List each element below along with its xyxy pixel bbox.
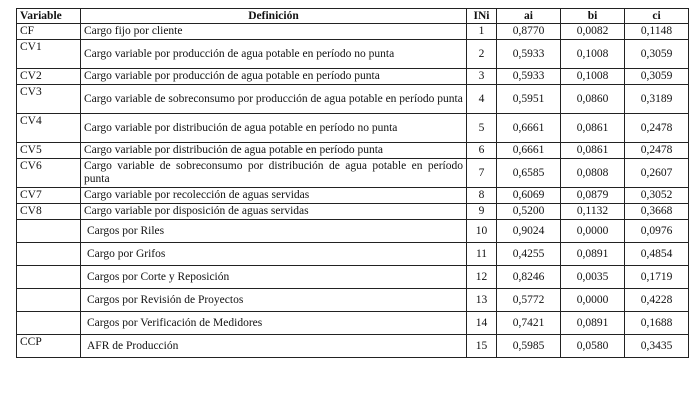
header-bi: bi	[561, 9, 625, 24]
table-row	[17, 266, 689, 289]
header-ini: INi	[467, 9, 497, 24]
cell-ai: 0,8246	[497, 266, 561, 289]
table-row	[17, 69, 689, 85]
cell-ini: 12	[467, 266, 497, 289]
cell-variable	[17, 312, 81, 335]
cell-bi: 0,0580	[561, 335, 625, 358]
cell-ini: 14	[467, 312, 497, 335]
cell-ini: 4	[467, 85, 497, 114]
header-definicion: Definición	[81, 9, 467, 24]
cell-definicion: Cargo variable por producción de agua potable en período punta	[81, 69, 467, 85]
cell-variable: CV2	[17, 69, 81, 85]
cell-ci: 0,2478	[625, 143, 689, 159]
cell-ini: 9	[467, 204, 497, 220]
cell-ini: 7	[467, 159, 497, 188]
cell-ai: 0,6585	[497, 159, 561, 188]
cell-variable	[17, 266, 81, 289]
table-row	[17, 204, 689, 220]
cell-variable: CV3	[17, 85, 81, 114]
cell-bi: 0,0879	[561, 188, 625, 204]
cell-ci: 0,1148	[625, 24, 689, 40]
cell-definicion: Cargo variable por distribución de agua potable en período punta	[81, 143, 467, 159]
cell-ai: 0,6661	[497, 114, 561, 143]
table-row	[17, 335, 689, 358]
cell-ini: 15	[467, 335, 497, 358]
cell-definicion: Cargo variable por disposición de aguas servidas	[81, 204, 467, 220]
cell-ini: 10	[467, 220, 497, 243]
header-ai: ai	[497, 9, 561, 24]
cell-ci: 0,1688	[625, 312, 689, 335]
cell-ai: 0,8770	[497, 24, 561, 40]
cell-bi: 0,0891	[561, 243, 625, 266]
cell-bi: 0,0861	[561, 143, 625, 159]
table-row	[17, 289, 689, 312]
cell-variable	[17, 243, 81, 266]
cell-ci: 0,3059	[625, 69, 689, 85]
cell-ai: 0,5933	[497, 69, 561, 85]
cell-bi: 0,0860	[561, 85, 625, 114]
cell-bi: 0,0808	[561, 159, 625, 188]
cell-ini: 13	[467, 289, 497, 312]
cell-ci: 0,3059	[625, 40, 689, 69]
table-row	[17, 143, 689, 159]
cell-definicion: Cargo variable por producción de agua potable en período no punta	[81, 40, 467, 69]
cell-ci: 0,0976	[625, 220, 689, 243]
cell-ci: 0,3189	[625, 85, 689, 114]
cell-ini: 2	[467, 40, 497, 69]
header-variable: Variable	[17, 9, 81, 24]
header-ci: ci	[625, 9, 689, 24]
header-row	[17, 9, 689, 24]
cell-bi: 0,0891	[561, 312, 625, 335]
cell-ci: 0,2478	[625, 114, 689, 143]
cell-variable	[17, 289, 81, 312]
coefficients-table	[16, 8, 689, 358]
cell-bi: 0,0000	[561, 220, 625, 243]
cell-ci: 0,2607	[625, 159, 689, 188]
cell-definicion: Cargo fijo por cliente	[81, 24, 467, 40]
cell-ai: 0,6069	[497, 188, 561, 204]
cell-ci: 0,4228	[625, 289, 689, 312]
cell-definicion: Cargos por Corte y Reposición	[81, 266, 467, 289]
table-row	[17, 220, 689, 243]
cell-bi: 0,1008	[561, 69, 625, 85]
cell-bi: 0,0861	[561, 114, 625, 143]
cell-definicion: Cargos por Verificación de Medidores	[81, 312, 467, 335]
table-row	[17, 159, 689, 188]
cell-ai: 0,5951	[497, 85, 561, 114]
cell-definicion: AFR de Producción	[81, 335, 467, 358]
cell-bi: 0,1008	[561, 40, 625, 69]
table-row	[17, 188, 689, 204]
table-row	[17, 24, 689, 40]
cell-definicion: Cargo variable de sobreconsumo por producción de agua potable en período punta	[81, 85, 467, 114]
cell-ini: 6	[467, 143, 497, 159]
cell-ini: 3	[467, 69, 497, 85]
cell-variable: CV5	[17, 143, 81, 159]
cell-ini: 5	[467, 114, 497, 143]
cell-bi: 0,1132	[561, 204, 625, 220]
cell-ai: 0,4255	[497, 243, 561, 266]
cell-definicion: Cargos por Revisión de Proyectos	[81, 289, 467, 312]
cell-ai: 0,6661	[497, 143, 561, 159]
cell-bi: 0,0082	[561, 24, 625, 40]
cell-ci: 0,3668	[625, 204, 689, 220]
cell-variable: CV8	[17, 204, 81, 220]
cell-ini: 8	[467, 188, 497, 204]
cell-ai: 0,5772	[497, 289, 561, 312]
cell-ai: 0,7421	[497, 312, 561, 335]
cell-definicion: Cargo variable de sobreconsumo por distribución de agua potable en período punta	[81, 159, 467, 188]
cell-definicion: Cargos por Riles	[81, 220, 467, 243]
table-row	[17, 312, 689, 335]
cell-variable: CV4	[17, 114, 81, 143]
cell-variable: CCP	[17, 335, 81, 358]
cell-ci: 0,1719	[625, 266, 689, 289]
cell-ini: 11	[467, 243, 497, 266]
table-row	[17, 40, 689, 69]
table-row	[17, 114, 689, 143]
cell-bi: 0,0035	[561, 266, 625, 289]
cell-variable: CV6	[17, 159, 81, 188]
cell-ai: 0,5933	[497, 40, 561, 69]
cell-ci: 0,3435	[625, 335, 689, 358]
cell-ci: 0,4854	[625, 243, 689, 266]
cell-ai: 0,9024	[497, 220, 561, 243]
cell-ai: 0,5200	[497, 204, 561, 220]
cell-ini: 1	[467, 24, 497, 40]
cell-definicion: Cargo por Grifos	[81, 243, 467, 266]
cell-bi: 0,0000	[561, 289, 625, 312]
cell-definicion: Cargo variable por distribución de agua potable en período no punta	[81, 114, 467, 143]
cell-variable: CF	[17, 24, 81, 40]
table-row	[17, 243, 689, 266]
cell-definicion: Cargo variable por recolección de aguas servidas	[81, 188, 467, 204]
cell-variable: CV1	[17, 40, 81, 69]
cell-variable: CV7	[17, 188, 81, 204]
cell-ci: 0,3052	[625, 188, 689, 204]
cell-variable	[17, 220, 81, 243]
table-row	[17, 85, 689, 114]
cell-ai: 0,5985	[497, 335, 561, 358]
